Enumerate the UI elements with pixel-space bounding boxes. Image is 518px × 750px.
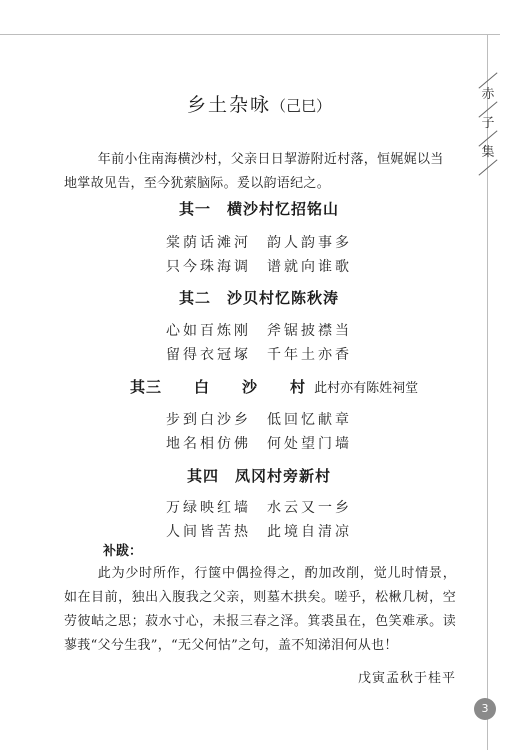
verse-half: 千年土亦香 — [267, 347, 352, 363]
title-year: （己巳） — [271, 97, 332, 115]
poem-line — [0, 409, 518, 429]
verse-half: 何处望门墙 — [267, 436, 352, 452]
intro-paragraph: 年前小住南海横沙村，父亲日日挈游附近村落，恒娓娓以当地掌故见告，至今犹萦脑际。爰以韵语纪之。 — [64, 152, 444, 191]
poem-line — [0, 497, 518, 517]
verse-half: 心如百炼刚 — [166, 323, 251, 339]
verse-half: 此境自清凉 — [267, 524, 352, 540]
verse-half: 水云又一乡 — [267, 500, 352, 516]
poem-line — [0, 433, 518, 453]
poem-heading — [130, 376, 490, 397]
poem-number: 其一 — [178, 200, 211, 218]
postscript-paragraph: 此为少时所作，行箧中偶捡得之，酌加改削，觉儿时情景，如在目前，独出入腹我之父亲，则墓木拱矣。嗟乎，松楸几树，空劳彼岵之思；菽水寸心，未报三春之泽。箕裘虽在，色笑难承。读蓼莪“父兮生我”，“无父何怙”之句，盖不知涕泪何从也！ — [64, 566, 456, 653]
poem-heading-text: 沙贝村忆陈秋涛 — [227, 289, 340, 307]
poem-heading-char: 白 — [194, 378, 211, 396]
poem-heading-text: 凤冈村旁新村 — [235, 467, 332, 485]
book-title-char: 集 — [481, 145, 495, 160]
book-title-vertical — [475, 74, 501, 174]
poem-heading-char: 沙 — [242, 378, 259, 396]
verse-half: 韵人韵事多 — [267, 235, 352, 251]
title-text: 乡土杂咏 — [186, 94, 271, 116]
page-title — [0, 90, 518, 117]
book-title-char: 赤 — [481, 87, 495, 102]
poem-line — [0, 521, 518, 541]
poem-heading — [0, 198, 518, 219]
poem-heading-char: 村 — [290, 378, 307, 396]
verse-half: 谱就向谁歌 — [267, 259, 352, 275]
top-rule — [0, 34, 500, 35]
verse-half: 棠荫话滩河 — [166, 235, 251, 251]
poem-heading-note: 此村亦有陈姓祠堂 — [314, 381, 419, 396]
poem-number: 其三 — [130, 378, 163, 396]
verse-half: 万绿映红墙 — [166, 500, 251, 516]
verse-half: 留得衣冠塚 — [166, 347, 251, 363]
book-title-char: 子 — [481, 116, 495, 131]
slash-divider — [478, 159, 497, 175]
verse-half: 人间皆苦热 — [166, 524, 251, 540]
poem-heading — [0, 287, 518, 308]
verse-half: 斧锯披襟当 — [267, 323, 352, 339]
verse-half: 低回忆献章 — [267, 412, 352, 428]
verse-half: 只今珠海调 — [166, 259, 251, 275]
poem-heading — [0, 465, 518, 486]
poem-line — [0, 320, 518, 340]
poem-line — [0, 256, 518, 276]
poem-number: 其四 — [186, 467, 219, 485]
poem-line — [0, 232, 518, 252]
poem-number: 其二 — [178, 289, 211, 307]
page-number-badge: 3 — [474, 698, 496, 720]
verse-half: 步到白沙乡 — [166, 412, 251, 428]
verse-half: 地名相仿佛 — [166, 436, 251, 452]
signature-line: 戊寅孟秋于桂平 — [357, 671, 456, 686]
poem-heading-text: 横沙村忆招铭山 — [227, 200, 340, 218]
postscript-heading: 补跋： — [103, 544, 143, 559]
poem-line — [0, 344, 518, 364]
